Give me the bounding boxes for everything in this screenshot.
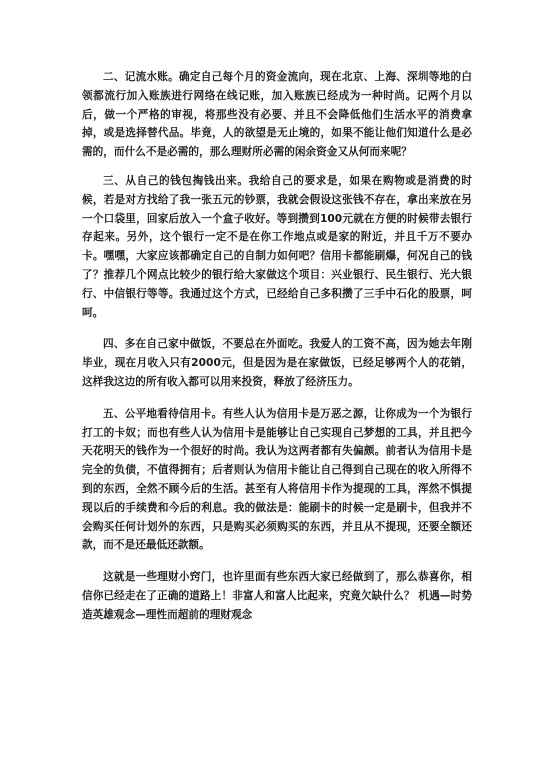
paragraph-bookkeeping: 二、记流水账。确定自己每个月的资金流向，现在北京、上海、深圳等地的白领都流行加入账族进行网络在线记账，加入账族已经成为一种时尚。记两个月以后，做一个严格的审视，将那些没有必要、并且不会降低他们生活水平的消费拿掉，或是选择替代品。毕竟，人的欲望是无止境的，如果不能让他们知道什么是必需的，而什么不是必需的，那么理财所必需的闲余资金又从何而来呢？ — [82, 71, 472, 159]
paragraph-cook-at-home: 四、多在自己家中做饭，不要总在外面吃。我爱人的工资不高，因为她去年刚毕业，现在月收入只有2000元，但是因为是在家做饭，已经足够两个人的花销，这样我这边的所有收入都可以用来投资，释放了经济压力。 — [82, 338, 472, 388]
paragraph-wallet-saving: 三、从自己的钱包掏钱出来。我给自己的要求是，如果在购物或是消费的时候，若是对方找给了我一张五元的钞票，我就会假设这张钱不存在，拿出来放在另一个口袋里，回家后放入一个盒子收好。等到攒到100元就在方便的时候带去银行存起来。另外，这个银行一定不是在你工作地点或是家的附近，并且千万不要办卡。嘿嘿，大家应该都确定自己的自制力如何吧？信用卡都能刷爆，何况自己的钱了？推荐几个网点比较少的银行给大家做这个项目：兴业银行、民生银行、光大银行、中信银行等等。我通过这个方式，已经给自己多积攒了三手中石化的股票，呵呵。 — [82, 174, 472, 319]
document-body — [82, 68, 472, 637]
paragraph-credit-card: 五、公平地看待信用卡。有些人认为信用卡是万恶之源，让你成为一个为银行打工的卡奴；而也有些人认为信用卡是能够让自己实现自己梦想的工具，并且把今天花明天的钱作为一个很好的时尚。我认为这两者都有失偏颇。前者认为信用卡是完全的负债，不值得拥有；后者则认为信用卡能让自己得到自己现在的收入所得不到的东西，全然不顾今后的生活。甚至有人将信用卡作为提现的工具，浑然不惧提现以后的手续费和今后的利息。我的做法是：能刷卡的时候一定是刷卡，但我并不会购买任何计划外的东西，只是购买必须购买的东西，并且从不提现，还要全额还款，而不是还最低还款额。 — [82, 407, 472, 552]
paragraph-conclusion: 这就是一些理财小窍门，也许里面有些东西大家已经做到了，那么恭喜你，相信你已经走在了正确的道路上！非富人和富人比起来，究竟欠缺什么？ 机遇—时势造英雄观念—理性而超前的理财观念 — [82, 571, 472, 621]
